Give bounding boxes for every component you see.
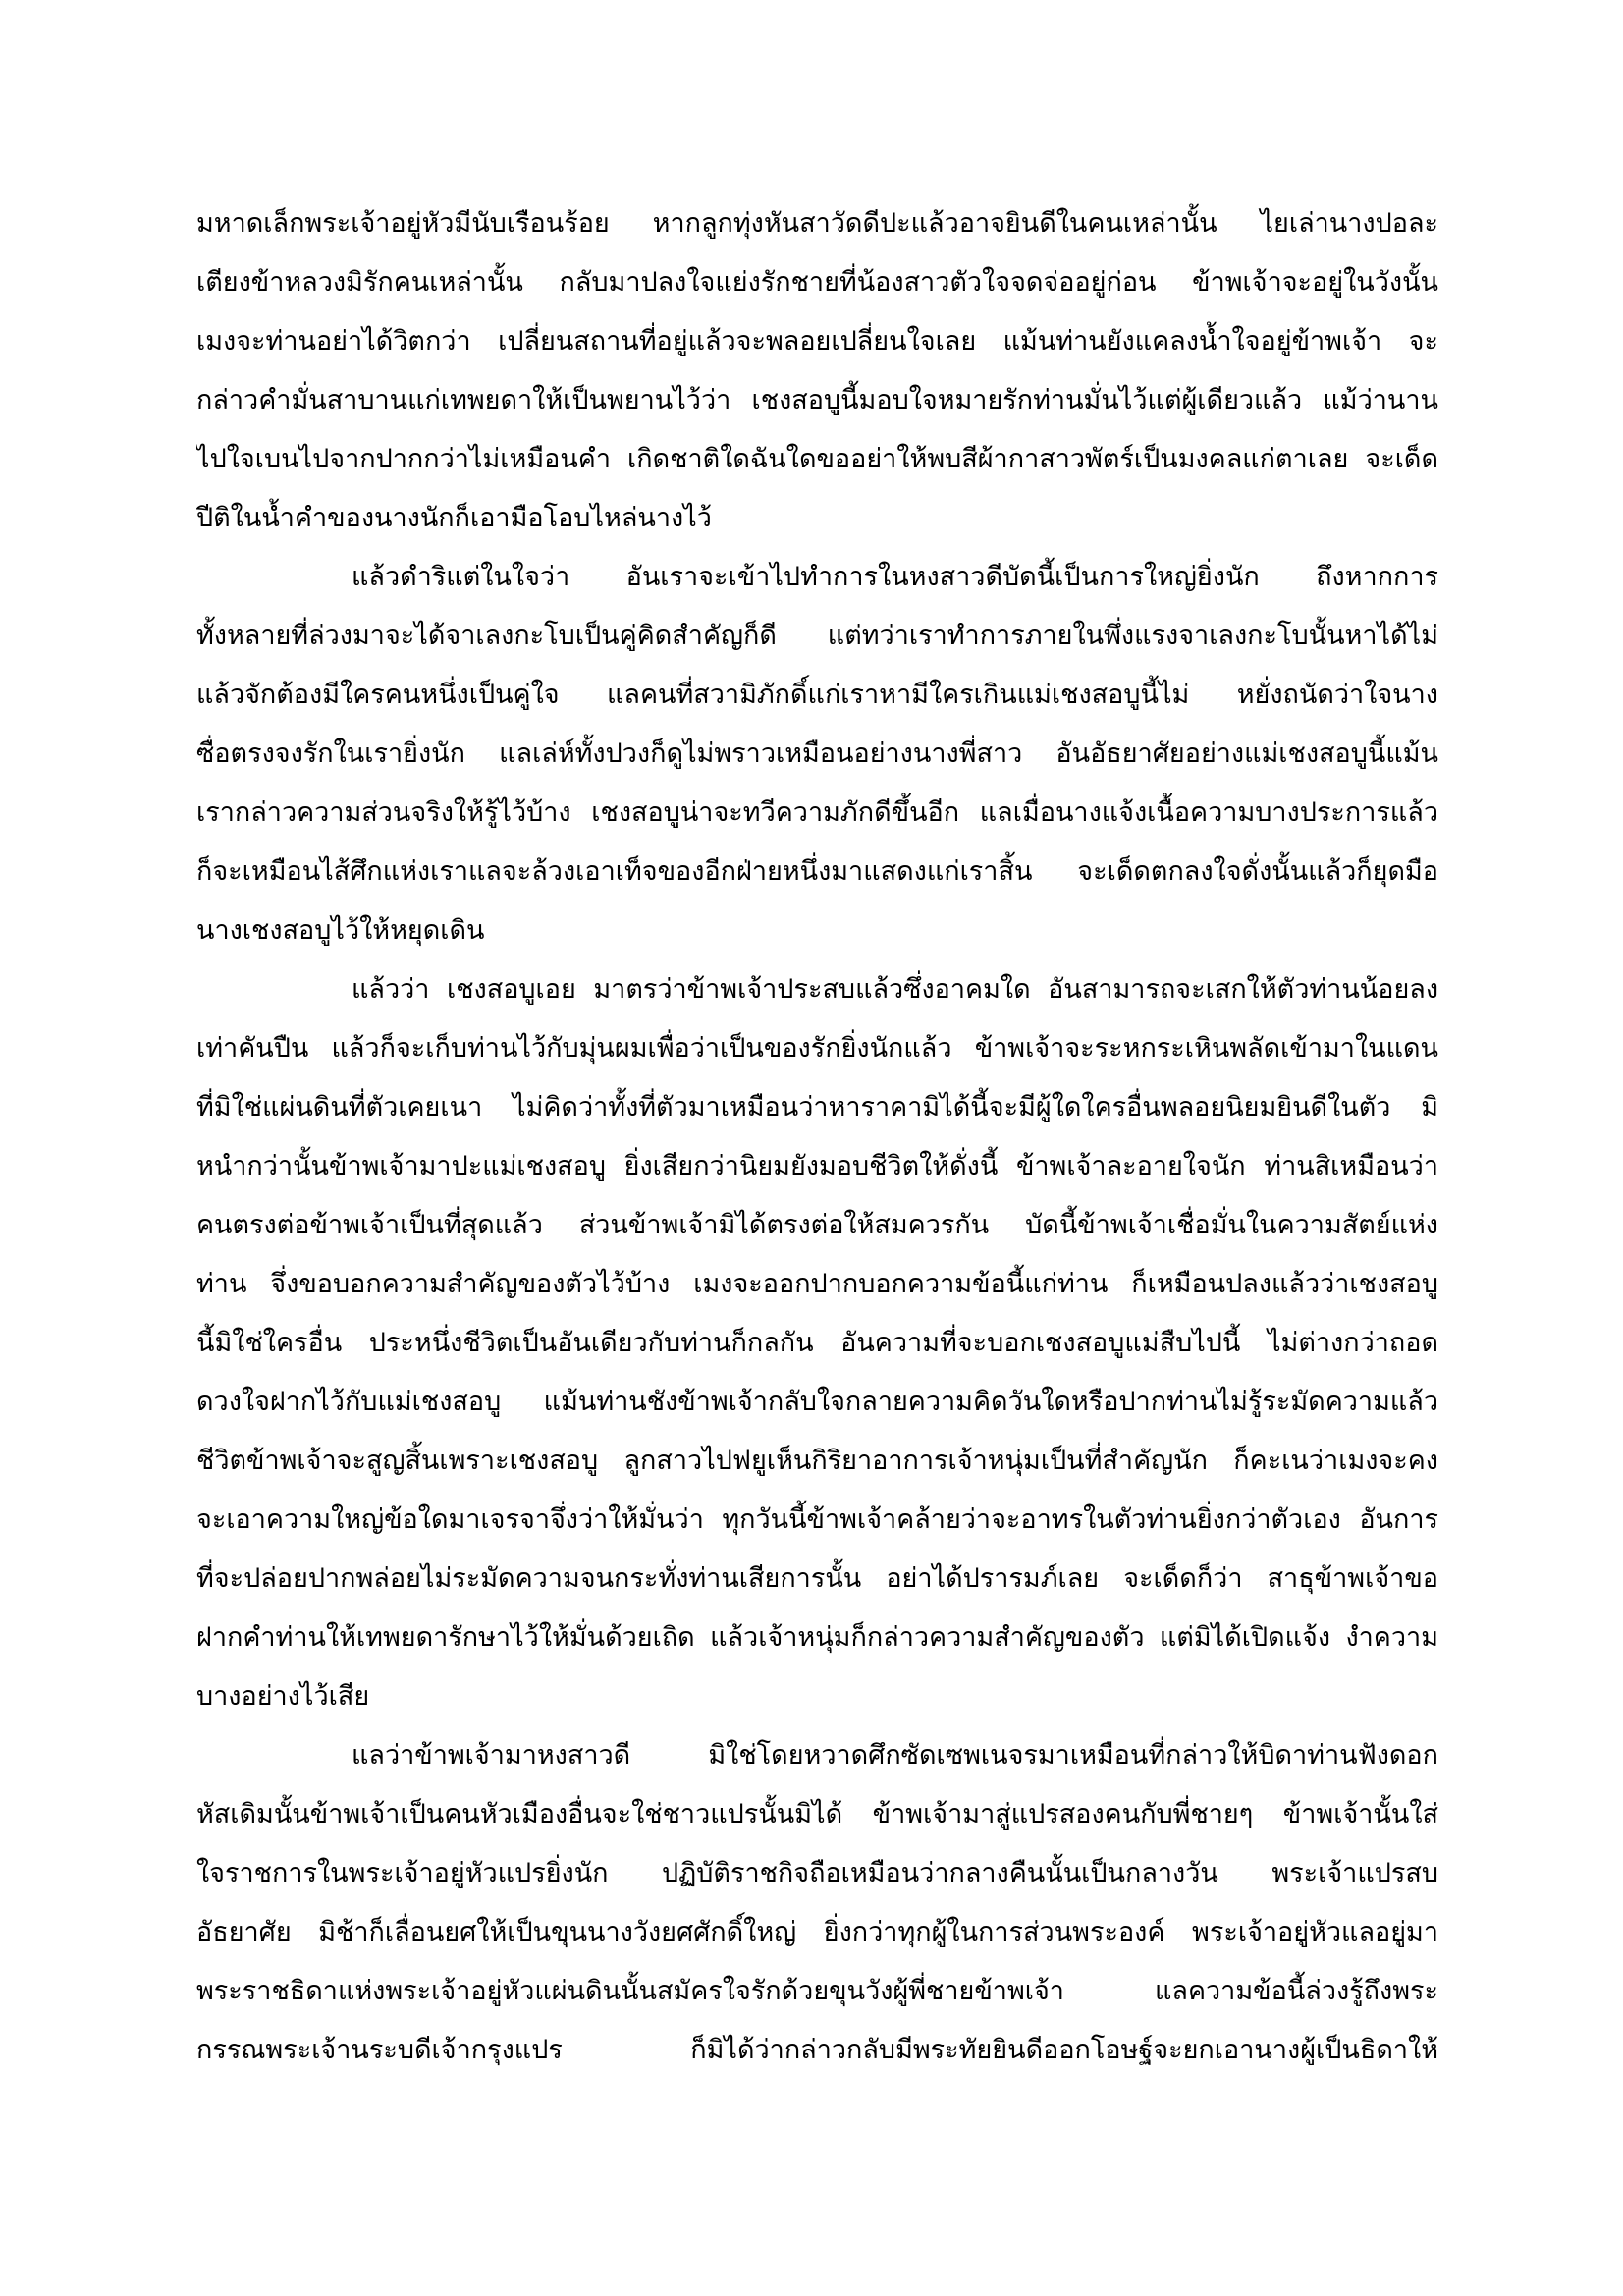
text-line: อัธยาศัย มิช้าก็เลื่อนยศให้เป็นขุนนางวังยศศักดิ์ใหญ่ ยิ่งกว่าทุกผู้ในการส่วนพระองค์ พระเจ้าอยู่หัวแลอยู่มา (196, 1917, 1438, 1947)
text-line: ทั้งหลายที่ล่วงมาจะได้จาเลงกะโบเป็นคู่คิดสำคัญก็ดี แต่ทว่าเราทำการภายในพึ่งแรงจาเลงกะโบนั้นหาได้ไม่ (196, 621, 1438, 651)
paragraph (196, 960, 1438, 1726)
text-line: ท่าน จึ่งขอบอกความสำคัญของตัวไว้บ้าง เมงจะออกปากบอกความข้อนี้แก่ท่าน ก็เหมือนปลงแล้วว่าเชงสอบู (196, 1269, 1438, 1299)
text-line: เตียงข้าหลวงมิรักคนเหล่านั้น กลับมาปลงใจแย่งรักชายที่น้องสาวตัวใจจดจ่ออยู่ก่อน ข้าพเจ้าจะอยู่ในวังนั้น (196, 267, 1438, 298)
text-line: ดวงใจฝากไว้กับแม่เชงสอบู แม้นท่านชังข้าพเจ้ากลับใจกลายความคิดวันใดหรือปากท่านไม่รู้ระมัดความแล้ว (196, 1387, 1438, 1417)
text-line: ฝากคำท่านให้เทพยดารักษาไว้ให้มั่นด้วยเถิด แล้วเจ้าหนุ่มก็กล่าวความสำคัญของตัว แต่มิได้เปิดแจ้ง งำความ (196, 1622, 1438, 1653)
text-line: ไปใจเบนไปจากปากกว่าไม่เหมือนคำ เกิดชาติใดฉันใดขออย่าให้พบสีผ้ากาสาวพัตร์เป็นมงคลแก่ตาเลย จะเด็ด (196, 444, 1438, 474)
text-line: ซื่อตรงจงรักในเรายิ่งนัก แลเล่ห์ทั้งปวงก็ดูไม่พราวเหมือนอย่างนางพี่สาว อันอัธยาศัยอย่างแม่เชงสอบูนี้แม้น (196, 738, 1438, 769)
text-line: กรรณพระเจ้านระบดีเจ้ากรุงแปร ก็มิได้ว่ากล่าวกลับมีพระทัยยินดีออกโอษฐ์จะยกเอานางผู้เป็นธิดาให้ (196, 2035, 1438, 2065)
text-line: ที่มิใช่แผ่นดินที่ตัวเคยเนา ไม่คิดว่าทั้งที่ตัวมาเหมือนว่าหาราคามิได้นี้จะมีผู้ใดใครอื่นพลอยนิยมยินดีในตัว มิ (196, 1092, 1438, 1122)
text-line: เรากล่าวความส่วนจริงให้รู้ไว้บ้าง เชงสอบูน่าจะทวีความภักดีขึ้นอีก แลเมื่อนางแจ้งเนื้อความบางประการแล้ว (196, 797, 1438, 828)
text-line: นางเชงสอบูไว้ให้หยุดเดิน (196, 915, 485, 946)
text-line: กล่าวคำมั่นสาบานแก่เทพยดาให้เป็นพยานไว้ว่า เชงสอบูนี้มอบใจหมายรักท่านมั่นไว้แต่ผู้เดียวแล้ว แม้ว่านาน (196, 385, 1438, 415)
text-line: แล้วดำริแต่ในใจว่า อันเราจะเข้าไปทำการในหงสาวดีบัดนี้เป็นการใหญ่ยิ่งนัก ถึงหากการ (352, 562, 1438, 592)
text-line: หนำกว่านั้นข้าพเจ้ามาปะแม่เชงสอบู ยิ่งเสียกว่านิยมยังมอบชีวิตให้ดั่งนี้ ข้าพเจ้าละอายใจนัก ท่านสิเหมือนว่า (196, 1151, 1438, 1181)
body-text (196, 194, 1438, 2080)
text-line: เมงจะท่านอย่าได้วิตกว่า เปลี่ยนสถานที่อยู่แล้วจะพลอยเปลี่ยนใจเลย แม้นท่านยังแคลงน้ำใจอยู่ข้าพเจ้า จะ (196, 326, 1438, 356)
text-line: ปีติในน้ำคำของนางนักก็เอามือโอบไหล่นางไว้ (196, 503, 712, 533)
text-line: แล้วจักต้องมีใครคนหนึ่งเป็นคู่ใจ แลคนที่สวามิภักดิ์แก่เราหามีใครเกินแม่เชงสอบูนี้ไม่ หยั่งถนัดว่าใจนาง (196, 680, 1438, 710)
text-line: จะเอาความใหญ่ข้อใดมาเจรจาจึ่งว่าให้มั่นว่า ทุกวันนี้ข้าพเจ้าคล้ายว่าจะอาทรในตัวท่านยิ่งกว่าตัวเอง อันการ (196, 1504, 1438, 1535)
text-line: ก็จะเหมือนไส้ศึกแห่งเราแลจะล้วงเอาเท็จของอีกฝ่ายหนึ่งมาแสดงแก่เราสิ้น จะเด็ดตกลงใจดั่งนั้นแล้วก็ยุดมือ (196, 856, 1438, 887)
text-line: แล้วว่า เชงสอบูเอย มาตรว่าข้าพเจ้าประสบแล้วซึ่งอาคมใด อันสามารถจะเสกให้ตัวท่านน้อยลง (352, 974, 1438, 1005)
text-line: บางอย่างไว้เสีย (196, 1681, 370, 1712)
paragraph (196, 194, 1438, 548)
text-line: ใจราชการในพระเจ้าอยู่หัวแปรยิ่งนัก ปฏิบัติราชกิจถือเหมือนว่ากลางคืนนั้นเป็นกลางวัน พระเจ้าแปรสบ (196, 1858, 1438, 1888)
text-line: ชีวิตข้าพเจ้าจะสูญสิ้นเพราะเชงสอบู ลูกสาวไปฟยูเห็นกิริยาอาการเจ้าหนุ่มเป็นที่สำคัญนัก ก็คะเนว่าเมงจะคง (196, 1446, 1438, 1476)
paragraph (196, 548, 1438, 960)
text-line: นี้มิใช่ใครอื่น ประหนึ่งชีวิตเป็นอันเดียวกับท่านก็กลกัน อันความที่จะบอกเชงสอบูแม่สืบไปนี้ ไม่ต่างกว่าถอด (196, 1328, 1438, 1358)
text-line: ที่จะปล่อยปากพล่อยไม่ระมัดความจนกระทั่งท่านเสียการนั้น อย่าได้ปรารมภ์เลย จะเด็ดก็ว่า สาธุข้าพเจ้าขอ (196, 1563, 1438, 1594)
text-line: คนตรงต่อข้าพเจ้าเป็นที่สุดแล้ว ส่วนข้าพเจ้ามิได้ตรงต่อให้สมควรกัน บัดนี้ข้าพเจ้าเชื่อมั่นในความสัตย์แห่ง (196, 1210, 1438, 1240)
text-line: หัสเดิมนั้นข้าพเจ้าเป็นคนหัวเมืองอื่นจะใช่ชาวแปรนั้นมิได้ ข้าพเจ้ามาสู่แปรสองคนกับพี่ชายๆ ข้าพเจ้านั้นใส่ (196, 1799, 1438, 1830)
text-line: พระราชธิดาแห่งพระเจ้าอยู่หัวแผ่นดินนั้นสมัครใจรักด้วยขุนวังผู้พี่ชายข้าพเจ้า แลความข้อนี้ล่วงรู้ถึงพระ (196, 1976, 1438, 2006)
text-line: เท่าคันปืน แล้วก็จะเก็บท่านไว้กับมุ่นผมเพื่อว่าเป็นของรักยิ่งนักแล้ว ข้าพเจ้าจะระหกระเหินพลัดเข้ามาในแดน (196, 1033, 1438, 1064)
text-line: แลว่าข้าพเจ้ามาหงสาวดี มิใช่โดยหวาดศึกซัดเซพเนจรมาเหมือนที่กล่าวให้บิดาท่านฟังดอก (352, 1740, 1438, 1771)
text-line: มหาดเล็กพระเจ้าอยู่หัวมีนับเรือนร้อย หากลูกทุ่งหันสาวัดดีปะแล้วอาจยินดีในคนเหล่านั้น ไยเล่านางปอละ (196, 208, 1438, 239)
paragraph (196, 1726, 1438, 2080)
